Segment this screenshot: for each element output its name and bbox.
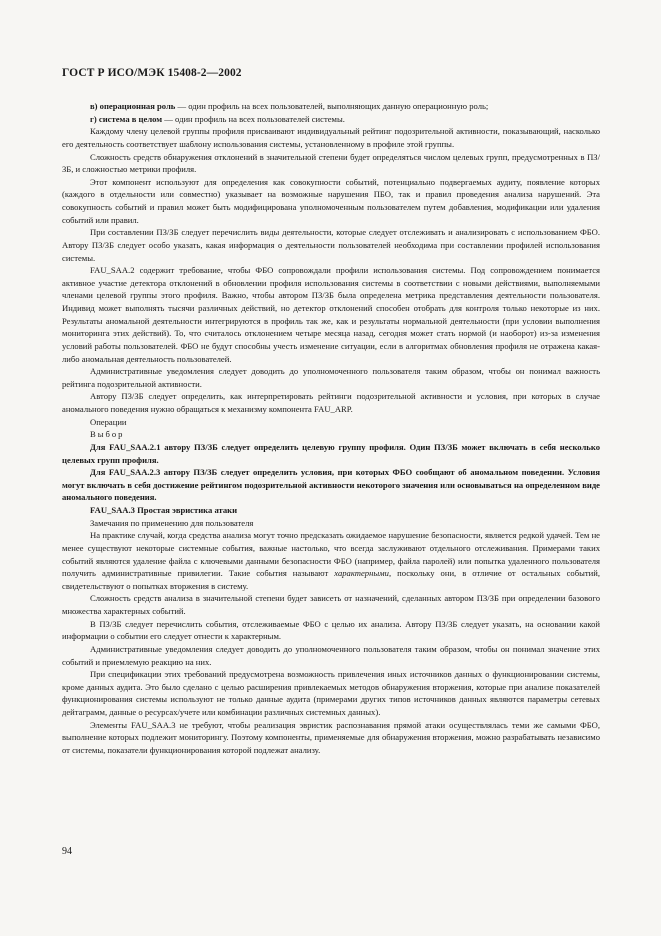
emphasis-term: характерными xyxy=(334,568,389,579)
paragraph: Каждому члену целевой группы профиля присваивают индивидуальный рейтинг подозрительной активности, показывающий, насколько его деятельность соответствует шаблону использования системы, установленному в профиле этой группы. xyxy=(62,126,600,149)
paragraph: Сложность средств анализа в значительной степени будет зависеть от назначений, сделанных автором ПЗ/ЗБ при определении базового множества характерных событий. xyxy=(62,593,600,616)
paragraph: Этот компонент используют для определения как совокупности событий, потенциально подвергаемых аудиту, появление которых (каждого в отдельности или совместно) указывает на возможные нарушения ПБО, так и правил проведения анализа нарушений. Эта совокупность событий и правил может быть модифицирована уполномоченным пользователем путем добавления, модификации или удаления событий или правил. xyxy=(62,176,600,225)
document-body xyxy=(62,100,600,757)
paragraph: FAU_SAA.2 содержит требование, чтобы ФБО сопровождали профили использования системы. Под сопровождением понимается активное участие детектора отклонений в обновлении профиля использования системы в соответствии с новыми действиями, выполняемыми членами целевой группы этого профиля. Важно, чтобы автором ПЗ/ЗБ была определена метрика представления деятельности пользователя. Индивид может выполнять тысячи различных действий, но детектор отклонений способен отобрать для контроля только некоторые из них. Результаты аномальной деятельности интегрируются в профиль так же, как и результаты нормальной деятельности (при условии выполнения мониторинга этих действий). То, что считалось отклонением четыре месяца назад, сегодня может стать нормой (и наоборот) из-за изменения условий работы пользователей. ФБО не будут способны учесть изменение ситуации, если в алгоритмах обновления профиля не отражена какая-либо аномальная деятельность пользователей. xyxy=(62,265,600,364)
paragraph: г) система в целом — один профиль на всех пользователей системы. xyxy=(90,113,345,124)
paragraph: Сложность средств обнаружения отклонений в значительной степени будет определяться числом целевых групп, предусмотренных в ПЗ/ЗБ, и сложностью метрики профиля. xyxy=(62,151,600,175)
paragraph: Административные уведомления следует доводить до уполномоченного пользователя таким образом, чтобы он понимал важность рейтинга подозрительной активности. xyxy=(62,366,600,389)
term-operational-role: в) операционная роль xyxy=(90,101,176,111)
section-label-operations: Операции xyxy=(90,416,127,427)
paragraph: В ПЗ/ЗБ следует перечислить события, отслеживаемые ФБО с целью их анализа. Автору ПЗ/ЗБ следует указать, на основании какой информации о событии его следует отнести к характерным. xyxy=(62,618,600,642)
page-number: 94 xyxy=(62,846,72,857)
paragraph: Автору ПЗ/ЗБ следует определить, как интерпретировать рейтинги подозрительной активности и условия, при которых в случае аномального поведения нужно обращаться к механизму компонента FAU_ARP. xyxy=(62,391,600,414)
paragraph-bold: Для FAU_SAA.2.1 автору ПЗ/ЗБ следует определить целевую группу профиля. Один ПЗ/ЗБ может включать в себя несколько целевых групп профиля. xyxy=(62,441,600,465)
paragraph: Административные уведомления следует доводить до уполномоченного пользователя таким образом, чтобы он понимал значение этих событий и приемлемую реакцию на них. xyxy=(62,643,600,667)
component-heading: FAU_SAA.3 Простая эвристика атаки xyxy=(90,505,238,515)
paragraph: в) операционная роль — один профиль на всех пользователей, выполняющих данную операционную роль; xyxy=(90,101,489,111)
paragraph: На практике случай, когда средства анализа могут точно предсказать ожидаемое нарушение безопасности, является редкой удачей. Тем не менее существуют некоторые системные события, важные настолько, что всегда заслуживают отдельного отслеживания. Примерами таких событий являются удаление файла с ключевыми данными безопасности ФБО (например, файла паролей) или попытка удаленного пользователя получить административные привилегии. Такие события называют характерными, поскольку они, в отличие от остальных событий, свидетельствуют о попытках вторжения в систему. xyxy=(62,530,600,591)
paragraph: Элементы FAU_SAA.3 не требуют, чтобы реализация эвристик распознавания прямой атаки осуществлялась теми же самыми ФБО, выполнение которых подлежит мониторингу. Поэтому компоненты, применяемые для обнаружения вторжения, можно разрабатывать независимо от системы, показатели функционирования которой подлежат анализу. xyxy=(62,719,600,755)
term-system-whole: г) система в целом xyxy=(90,113,163,124)
paragraph: При составлении ПЗ/ЗБ следует перечислить виды деятельности, которые следует отслеживать и анализировать с использованием ФБО. Автору ПЗ/ЗБ следует особо указать, какая информация о деятельности пользователей необходима при составлении профилей использования системы. xyxy=(62,227,600,263)
subheading: Замечания по применению для пользователя xyxy=(90,517,254,528)
paragraph: При спецификации этих требований предусмотрена возможность привлечения иных источников данных о функционировании системы, кроме данных аудита. Это было сделано с целью расширения привлекаемых методов обнаружения вторжения, которые при анализе показателей функционирования системы используют не только данные аудита (примерами других типов источников данных являются параметры сетевых дейтаграмм, данные о ресурсах/учете или комбинации различных системных данных). xyxy=(62,669,600,717)
paragraph-bold: Для FAU_SAA.2.3 автору ПЗ/ЗБ следует определить условия, при которых ФБО сообщают об аномальном поведении. Условия могут включать в себя достижение рейтингом подозрительной активности некоторого значения или основываться на определенном виде аномального поведения. xyxy=(62,467,600,503)
document-header: ГОСТ Р ИСО/МЭК 15408-2—2002 xyxy=(62,67,242,79)
section-label-selection: Выбор xyxy=(90,429,125,440)
